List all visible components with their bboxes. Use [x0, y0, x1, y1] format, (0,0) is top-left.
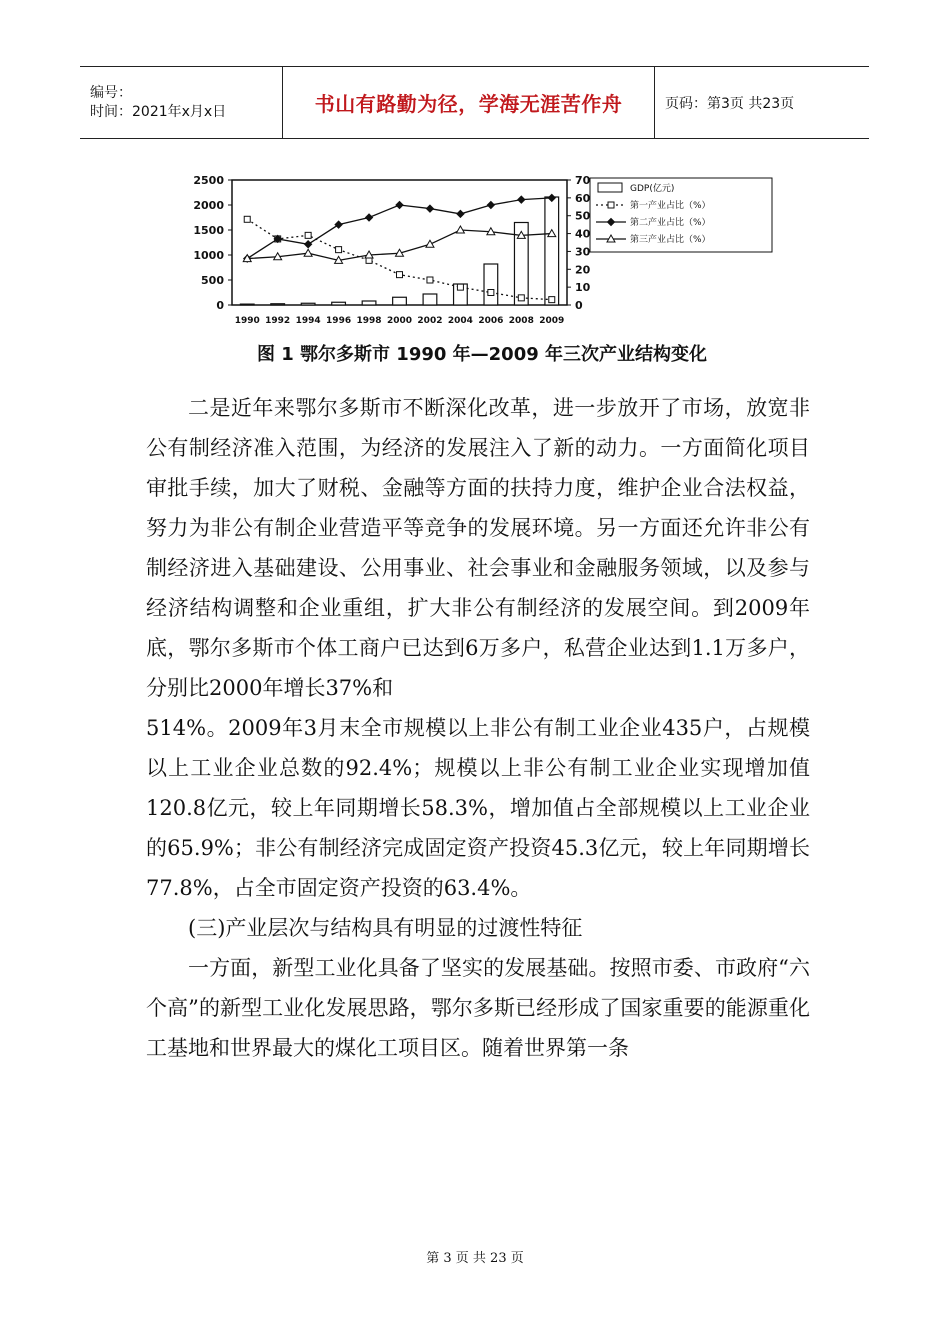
footer-page-number: 第 3 页 共 23 页 — [426, 1251, 524, 1266]
paragraph-statistics: 514%。2009年3月末全市规模以上非公有制工业企业435户，占规模以上工业企业总数的92.4%；规模以上非公有制工业企业实现增加值120.8亿元，较上年同期增长58.3%，增加值占全部规模以上工业企业的65.9%；非公有制经济完成固定资产投资45.3亿元，较上年同期增长77.8%，占全市固定资产投资的63.4%。 — [146, 716, 810, 900]
header-motto-cell — [283, 67, 655, 138]
gdp-bar — [393, 297, 407, 305]
right-tick-label: 20 — [575, 263, 591, 277]
left-tick-label: 2000 — [193, 199, 224, 212]
left-tick-label: 1000 — [193, 249, 224, 262]
x-tick-label: 2000 — [386, 316, 413, 326]
page-header — [80, 66, 869, 139]
document-time-label: 时间：2021年x月x日 — [90, 103, 227, 120]
header-motto: 书山有路勤为径，学海无涯苦作舟 — [314, 92, 623, 116]
secondary-industry-point — [517, 195, 525, 203]
secondary-industry-point — [334, 220, 342, 228]
x-tick-label: 2004 — [447, 316, 473, 326]
right-tick-label: 30 — [575, 245, 591, 259]
primary-industry-point — [518, 295, 524, 301]
secondary-industry-point — [456, 210, 464, 218]
right-tick-label: 0 — [575, 299, 583, 312]
left-tick-label: 1500 — [193, 224, 224, 237]
primary-industry-point — [336, 247, 342, 253]
x-tick-label: 1990 — [234, 316, 260, 326]
legend-swatch-gdp — [598, 183, 622, 192]
left-tick-label: 2500 — [193, 174, 224, 187]
header-meta — [80, 67, 283, 138]
x-tick-label: 2008 — [508, 316, 534, 326]
primary-industry-point — [427, 277, 433, 283]
legend-label: 第一产业占比（%） — [630, 201, 711, 211]
x-tick-label: 1998 — [356, 316, 382, 326]
paragraph-reform: 二是近年来鄂尔多斯市不断深化改革，进一步放开了市场，放宽非公有制经济准入范围，为经济的发展注入了新的动力。一方面简化项目审批手续，加大了财税、金融等方面的扶持力度，维护企业合法权益，努力为非公有制企业营造平等竞争的发展环境。另一方面还允许非公有制经济进入基础建设、公用事业、社会事业和金融服务领域，以及参与经济结构调整和企业重组，扩大非公有制经济的发展空间。到2009年底，鄂尔多斯市个体工商户已达到6万多户，私营企业达到1.1万多户，分别比2000年增长37%和 — [146, 396, 810, 700]
section-heading: (三)产业层次与结构具有明显的过渡性特征 — [188, 916, 583, 940]
tertiary-industry-point — [304, 249, 312, 256]
tertiary-industry-point — [456, 226, 464, 233]
left-tick-label: 0 — [216, 299, 224, 312]
legend-label: 第二产业占比（%） — [630, 218, 711, 228]
legend-label: 第三产业占比（%） — [630, 235, 711, 245]
primary-industry-point — [397, 272, 403, 278]
right-tick-label: 60 — [575, 191, 591, 205]
body-text — [146, 388, 810, 1068]
gdp-bar — [484, 264, 498, 305]
legend-marker-primary — [608, 202, 614, 208]
right-tick-label: 70 — [575, 174, 591, 187]
x-tick-label: 1992 — [265, 316, 291, 326]
gdp-bar — [240, 304, 254, 305]
secondary-industry-point — [426, 204, 434, 212]
gdp-bar — [301, 303, 315, 305]
gdp-bar — [271, 304, 285, 305]
left-tick-label: 500 — [201, 274, 224, 287]
industry-structure-chart — [182, 160, 782, 375]
legend-label-gdp: GDP(亿元) — [630, 184, 675, 194]
document-number-label: 编号： — [90, 84, 132, 101]
right-tick-label: 40 — [575, 227, 591, 241]
chart-svg — [182, 160, 782, 375]
right-tick-label: 50 — [575, 209, 591, 223]
tertiary-industry-point — [426, 240, 434, 247]
header-page-code: 页码：第3页 共23页 — [665, 95, 795, 112]
x-tick-label: 2006 — [478, 316, 504, 326]
page-footer — [0, 1247, 950, 1266]
secondary-industry-point — [365, 213, 373, 221]
gdp-bar — [362, 301, 376, 305]
primary-industry-point — [488, 290, 494, 296]
header-page-cell — [655, 67, 869, 138]
paragraph-industrialization: 一方面，新型工业化具备了坚实的发展基础。按照市委、市政府“六个高”的新型工业化发展思路，鄂尔多斯已经形成了国家重要的能源重化工基地和世界最大的煤化工项目区。随着世界第一条 — [146, 956, 810, 1060]
legend-marker-secondary — [607, 218, 615, 226]
primary-industry-point — [244, 216, 250, 222]
gdp-bar — [545, 197, 559, 305]
secondary-industry-point — [395, 201, 403, 209]
x-tick-label: 1994 — [295, 316, 321, 326]
primary-industry-point — [305, 232, 311, 238]
right-tick-label: 10 — [575, 281, 591, 295]
x-tick-label: 1996 — [326, 316, 352, 326]
primary-industry-point — [457, 284, 463, 290]
x-tick-label: 2009 — [539, 316, 565, 326]
primary-industry-point — [549, 297, 555, 303]
series-line — [247, 219, 552, 299]
gdp-bar — [423, 294, 437, 305]
secondary-industry-point — [304, 240, 312, 248]
x-tick-label: 2002 — [417, 316, 443, 326]
gdp-bar — [332, 302, 346, 305]
chart-caption: 图 1 鄂尔多斯市 1990 年—2009 年三次产业结构变化 — [256, 344, 708, 365]
secondary-industry-point — [487, 201, 495, 209]
